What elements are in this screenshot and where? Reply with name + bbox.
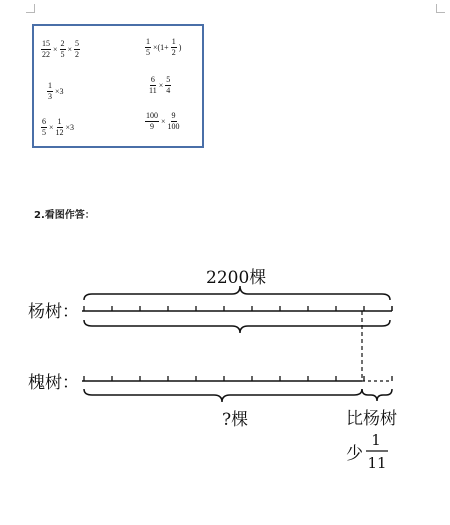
expr-operator: )	[178, 43, 182, 52]
fraction-numerator: 100	[146, 111, 158, 120]
fraction-numerator: 6	[150, 75, 155, 84]
fraction-denominator: 12	[55, 128, 64, 137]
fraction-numerator: 5	[75, 39, 80, 48]
huai-label: 槐树：	[28, 373, 79, 393]
fraction-denominator: 4	[166, 86, 171, 95]
expr-operator: ×	[53, 45, 58, 54]
expr-operator: ×	[158, 81, 164, 90]
fraction-numerator: 9	[171, 111, 176, 120]
fraction-numerator: 1	[171, 37, 176, 46]
fraction-numerator: 5	[166, 75, 171, 84]
fraction-numerator: 6	[42, 117, 46, 126]
compare-text: 比杨树	[346, 409, 397, 429]
fraction-denominator: 2	[171, 48, 176, 57]
fraction-denominator: 9	[150, 122, 154, 131]
difference-brace	[362, 389, 392, 401]
expr-operator: ×(1+	[153, 43, 169, 52]
fraction-denominator: 3	[48, 92, 52, 101]
top-total-label: 2200棵	[206, 268, 267, 288]
top-brace	[84, 286, 390, 300]
yang-under-brace	[84, 320, 390, 333]
fraction-numerator: 15	[42, 39, 50, 48]
expr-operator: ×	[161, 117, 166, 126]
compare-fraction-denominator: 11	[367, 454, 387, 472]
fraction-denominator: 11	[149, 86, 157, 95]
huai-brace	[84, 389, 362, 402]
fraction-numerator: 1	[57, 117, 62, 126]
fraction-denominator: 100	[167, 122, 180, 131]
yang-label: 杨树：	[28, 302, 79, 322]
fraction-denominator: 5	[42, 128, 46, 137]
expr-operator: ×3	[65, 123, 75, 132]
fraction-numerator: 2	[60, 39, 65, 48]
fraction-numerator: 1	[146, 37, 150, 46]
question-mark-label: ?棵	[222, 410, 249, 430]
fraction-denominator: 5	[146, 48, 150, 57]
fraction-numerator: 1	[48, 81, 52, 90]
expr-operator: ×	[67, 45, 73, 54]
fraction-denominator: 2	[75, 50, 80, 59]
compare-fraction-numerator: 1	[371, 431, 381, 449]
fraction-denominator: 5	[60, 50, 65, 59]
expr-operator: ×3	[55, 87, 64, 96]
question-title: 2.看图作答：	[34, 210, 95, 221]
compare-prefix: 少	[346, 444, 363, 464]
expr-operator: ×	[49, 123, 54, 132]
fraction-denominator: 22	[42, 50, 50, 59]
